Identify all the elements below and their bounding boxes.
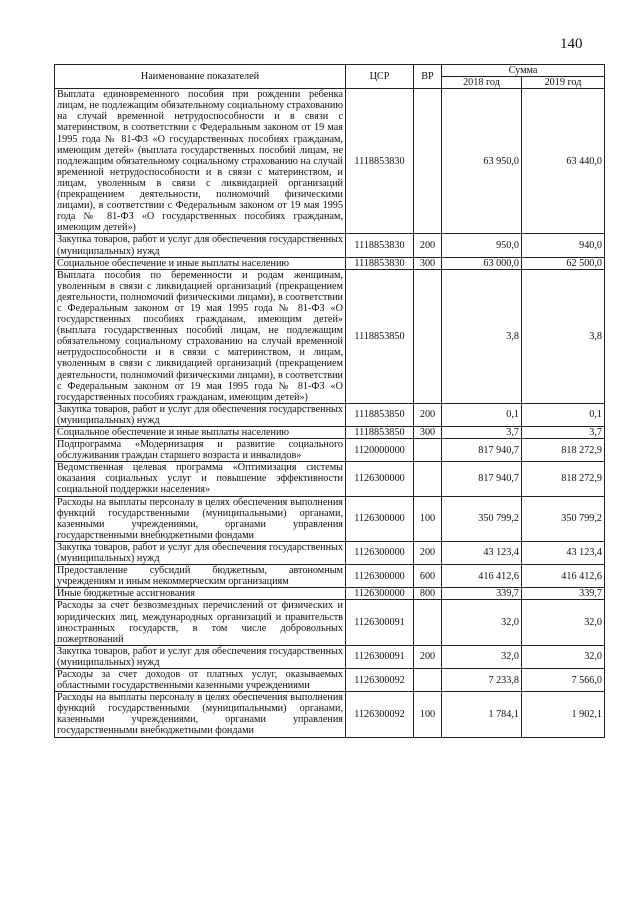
table-row bbox=[55, 269, 605, 403]
table-row bbox=[55, 600, 605, 645]
row-csr-code: 1120000000 bbox=[346, 439, 414, 462]
row-csr-code: 1126300092 bbox=[346, 668, 414, 691]
row-name: Расходы на выплаты персоналу в целях обеспечения выполнения функций государственными (муниципальными) органами, казенными учреждениями, органами управления государственными внебюджетными фондами bbox=[55, 692, 346, 737]
row-sum-2019: 818 272,9 bbox=[522, 462, 605, 496]
row-csr-code: 1118853850 bbox=[346, 269, 414, 403]
row-vr-code: 100 bbox=[414, 692, 442, 737]
table-row bbox=[55, 439, 605, 462]
row-sum-2019: 1 902,1 bbox=[522, 692, 605, 737]
row-name: Подпрограмма «Модернизация и развитие социального обслуживания граждан старшего возраста и инвалидов» bbox=[55, 439, 346, 462]
row-sum-2018: 339,7 bbox=[442, 588, 522, 600]
table-row bbox=[55, 89, 605, 234]
row-sum-2018: 950,0 bbox=[442, 234, 522, 257]
row-vr-code bbox=[414, 89, 442, 234]
row-name: Закупка товаров, работ и услуг для обеспечения государственных (муниципальных) нужд bbox=[55, 403, 346, 426]
row-vr-code: 200 bbox=[414, 403, 442, 426]
table-row bbox=[55, 427, 605, 439]
row-sum-2019: 0,1 bbox=[522, 403, 605, 426]
row-sum-2019: 3,7 bbox=[522, 427, 605, 439]
row-sum-2018: 3,7 bbox=[442, 427, 522, 439]
row-sum-2018: 3,8 bbox=[442, 269, 522, 403]
row-name: Выплата единовременного пособия при рождении ребенка лицам, не подлежащим обязательному социальному страхованию на случай временной нетрудоспособности и в связи с материнством, в соответствии с Федеральным законом от 19 мая 1995 года № 81-ФЗ «О государственных пособиях гражданам, имеющим детей» (выплата государственных пособий лицам, не подлежащим обязательному социальному страхованию на случай временной нетрудоспособности и в связи с материнством, и лицам, уволенным в связи с ликвидацией организаций (прекращением деятельности, полномочий физическими лицами), в соответствии с Федеральным законом от 19 мая 1995 года № 81-ФЗ «О государственных пособиях гражданам, имеющим детей») bbox=[55, 89, 346, 234]
row-name: Расходы за счет безвозмездных перечислений от физических и юридических лиц, международных организаций и правительств иностранных государств, в том числе добровольных пожертвований bbox=[55, 600, 346, 645]
row-sum-2019: 62 500,0 bbox=[522, 257, 605, 269]
table-row bbox=[55, 668, 605, 691]
row-csr-code: 1118853830 bbox=[346, 234, 414, 257]
header-name: Наименование показателей bbox=[55, 65, 346, 89]
row-sum-2019: 818 272,9 bbox=[522, 439, 605, 462]
row-name: Социальное обеспечение и иные выплаты населению bbox=[55, 427, 346, 439]
table-row bbox=[55, 692, 605, 737]
header-sum: Сумма bbox=[442, 65, 605, 77]
table-row bbox=[55, 541, 605, 564]
header-year-2019: 2019 год bbox=[522, 77, 605, 89]
row-sum-2018: 32,0 bbox=[442, 600, 522, 645]
row-sum-2019: 32,0 bbox=[522, 645, 605, 668]
row-vr-code bbox=[414, 462, 442, 496]
row-name: Иные бюджетные ассигнования bbox=[55, 588, 346, 600]
row-name: Расходы на выплаты персоналу в целях обеспечения выполнения функций государственными (муниципальными) органами, казенными учреждениями, органами управления государственными внебюджетными фондами bbox=[55, 496, 346, 541]
table-row bbox=[55, 257, 605, 269]
row-sum-2019: 3,8 bbox=[522, 269, 605, 403]
row-name: Закупка товаров, работ и услуг для обеспечения государственных (муниципальных) нужд bbox=[55, 234, 346, 257]
row-vr-code: 200 bbox=[414, 541, 442, 564]
row-vr-code bbox=[414, 668, 442, 691]
header-year-2018: 2018 год bbox=[442, 77, 522, 89]
row-name: Расходы за счет доходов от платных услуг, оказываемых областными государственными казенными учреждениями bbox=[55, 668, 346, 691]
row-csr-code: 1126300000 bbox=[346, 588, 414, 600]
row-sum-2019: 7 566,0 bbox=[522, 668, 605, 691]
row-name: Предоставление субсидий бюджетным, автономным учреждениям и иным некоммерческим организациям bbox=[55, 565, 346, 588]
table-row bbox=[55, 462, 605, 496]
row-vr-code: 800 bbox=[414, 588, 442, 600]
row-sum-2019: 339,7 bbox=[522, 588, 605, 600]
row-name: Закупка товаров, работ и услуг для обеспечения государственных (муниципальных) нужд bbox=[55, 645, 346, 668]
page-number: 140 bbox=[560, 36, 583, 52]
row-vr-code: 300 bbox=[414, 427, 442, 439]
row-sum-2018: 817 940,7 bbox=[442, 462, 522, 496]
row-csr-code: 1126300000 bbox=[346, 565, 414, 588]
row-vr-code: 100 bbox=[414, 496, 442, 541]
row-csr-code: 1126300000 bbox=[346, 541, 414, 564]
row-sum-2019: 63 440,0 bbox=[522, 89, 605, 234]
table-row bbox=[55, 565, 605, 588]
table-body bbox=[55, 89, 605, 737]
row-vr-code: 200 bbox=[414, 234, 442, 257]
budget-table bbox=[54, 64, 605, 738]
table-row bbox=[55, 403, 605, 426]
table-row bbox=[55, 645, 605, 668]
row-name: Социальное обеспечение и иные выплаты населению bbox=[55, 257, 346, 269]
row-sum-2019: 940,0 bbox=[522, 234, 605, 257]
row-name: Ведомственная целевая программа «Оптимизация системы оказания социальных услуг и повышение эффективности социальной поддержки населения» bbox=[55, 462, 346, 496]
row-sum-2018: 43 123,4 bbox=[442, 541, 522, 564]
row-csr-code: 1118853830 bbox=[346, 257, 414, 269]
row-csr-code: 1118853850 bbox=[346, 403, 414, 426]
row-sum-2019: 416 412,6 bbox=[522, 565, 605, 588]
row-sum-2018: 63 950,0 bbox=[442, 89, 522, 234]
row-vr-code bbox=[414, 600, 442, 645]
row-vr-code: 200 bbox=[414, 645, 442, 668]
row-sum-2019: 32,0 bbox=[522, 600, 605, 645]
row-sum-2018: 350 799,2 bbox=[442, 496, 522, 541]
row-csr-code: 1126300091 bbox=[346, 600, 414, 645]
row-name: Закупка товаров, работ и услуг для обеспечения государственных (муниципальных) нужд bbox=[55, 541, 346, 564]
row-csr-code: 1126300091 bbox=[346, 645, 414, 668]
row-csr-code: 1126300092 bbox=[346, 692, 414, 737]
table-header bbox=[55, 65, 605, 89]
row-sum-2019: 43 123,4 bbox=[522, 541, 605, 564]
row-csr-code: 1118853850 bbox=[346, 427, 414, 439]
row-sum-2018: 32,0 bbox=[442, 645, 522, 668]
row-sum-2019: 350 799,2 bbox=[522, 496, 605, 541]
row-vr-code: 600 bbox=[414, 565, 442, 588]
row-sum-2018: 817 940,7 bbox=[442, 439, 522, 462]
row-sum-2018: 63 000,0 bbox=[442, 257, 522, 269]
row-sum-2018: 1 784,1 bbox=[442, 692, 522, 737]
row-csr-code: 1118853830 bbox=[346, 89, 414, 234]
row-vr-code bbox=[414, 439, 442, 462]
row-vr-code bbox=[414, 269, 442, 403]
table-row bbox=[55, 588, 605, 600]
row-csr-code: 1126300000 bbox=[346, 462, 414, 496]
table-row bbox=[55, 234, 605, 257]
header-vr: ВР bbox=[414, 65, 442, 89]
header-csr: ЦСР bbox=[346, 65, 414, 89]
row-vr-code: 300 bbox=[414, 257, 442, 269]
row-name: Выплата пособия по беременности и родам женщинам, уволенным в связи с ликвидацией организаций (прекращением деятельности, полномочий физическими лицами), в соответствии с Федеральным законом от 19 мая 1995 года № 81-ФЗ «О государственных пособиях гражданам, имеющим детей» (выплата государственных пособий лицам, не подлежащим обязательному социальному страхованию на случай временной нетрудоспособности и в связи с материнством, и лицам, уволенным в связи с ликвидацией организаций (прекращением деятельности, полномочий физическими лицами), в соответствии с Федеральным законом от 19 мая 1995 года № 81-ФЗ «О государственных пособиях гражданам, имеющим детей») bbox=[55, 269, 346, 403]
table-row bbox=[55, 496, 605, 541]
row-csr-code: 1126300000 bbox=[346, 496, 414, 541]
row-sum-2018: 416 412,6 bbox=[442, 565, 522, 588]
row-sum-2018: 0,1 bbox=[442, 403, 522, 426]
row-sum-2018: 7 233,8 bbox=[442, 668, 522, 691]
